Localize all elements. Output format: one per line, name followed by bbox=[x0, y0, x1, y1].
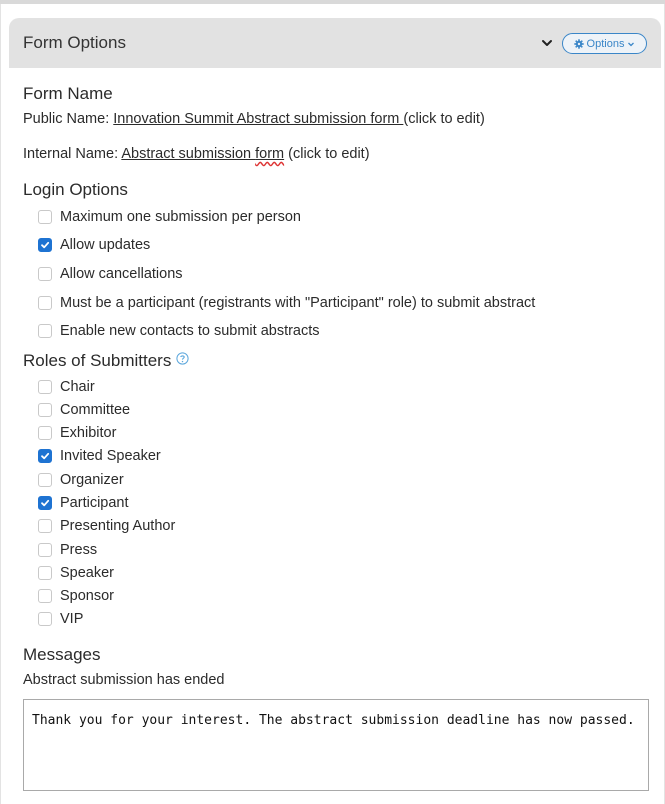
roles-heading-text: Roles of Submitters bbox=[23, 351, 172, 370]
role-label: Participant bbox=[60, 495, 129, 511]
chevron-down-icon[interactable] bbox=[540, 36, 554, 50]
login-option-max-one[interactable] bbox=[38, 208, 301, 226]
role-label: Sponsor bbox=[60, 588, 115, 604]
panel-title: Form Options bbox=[23, 33, 126, 52]
login-options-heading: Login Options bbox=[23, 180, 128, 199]
internal-name-row bbox=[23, 146, 370, 162]
role-invited-speaker[interactable] bbox=[38, 447, 161, 465]
role-presenting-author[interactable] bbox=[38, 517, 175, 535]
login-option-label: Enable new contacts to submit abstracts bbox=[60, 323, 320, 339]
role-label: Press bbox=[60, 542, 98, 558]
checkbox[interactable] bbox=[38, 403, 52, 417]
check-icon bbox=[40, 451, 50, 461]
role-exhibitor[interactable] bbox=[38, 424, 116, 442]
checkbox[interactable] bbox=[38, 380, 52, 394]
checkbox[interactable] bbox=[38, 324, 52, 338]
left-border bbox=[0, 4, 1, 804]
public-name-label: Public Name: bbox=[23, 111, 110, 127]
role-label: VIP bbox=[60, 611, 84, 627]
checkbox[interactable] bbox=[38, 543, 52, 557]
role-label: Invited Speaker bbox=[60, 448, 161, 464]
role-committee[interactable] bbox=[38, 401, 130, 419]
login-option-allow-updates[interactable] bbox=[38, 236, 150, 254]
caret-down-icon bbox=[627, 40, 635, 48]
internal-name-value[interactable] bbox=[121, 146, 284, 162]
internal-name-click-to-edit: (click to edit) bbox=[288, 146, 370, 162]
role-label: Exhibitor bbox=[60, 425, 117, 441]
checkbox-checked[interactable] bbox=[38, 449, 52, 463]
form-options-header[interactable] bbox=[9, 18, 661, 68]
checkbox[interactable] bbox=[38, 210, 52, 224]
login-option-label: Allow cancellations bbox=[60, 266, 183, 282]
login-option-label: Allow updates bbox=[60, 237, 151, 253]
public-name-value[interactable]: Innovation Summit Abstract submission form bbox=[113, 111, 404, 127]
checkbox[interactable] bbox=[38, 296, 52, 310]
login-option-allow-cancellations[interactable] bbox=[38, 265, 183, 283]
login-option-label: Maximum one submission per person bbox=[60, 209, 301, 225]
role-press[interactable] bbox=[38, 541, 97, 559]
role-sponsor[interactable] bbox=[38, 587, 114, 605]
checkbox[interactable] bbox=[38, 566, 52, 580]
internal-name-value-part1: Abstract submission bbox=[121, 146, 256, 162]
checkbox-checked[interactable] bbox=[38, 238, 52, 252]
checkbox-checked[interactable] bbox=[38, 496, 52, 510]
login-option-label: Must be a participant (registrants with "Participant" role) to submit abstract bbox=[60, 295, 536, 311]
public-name-row bbox=[23, 111, 485, 127]
checkbox[interactable] bbox=[38, 589, 52, 603]
check-icon bbox=[40, 498, 50, 508]
checkbox[interactable] bbox=[38, 612, 52, 626]
role-label: Committee bbox=[60, 402, 131, 418]
messages-heading: Messages bbox=[23, 645, 101, 664]
public-name-click-to-edit: (click to edit) bbox=[403, 111, 485, 127]
role-chair[interactable] bbox=[38, 378, 95, 396]
role-label: Presenting Author bbox=[60, 518, 176, 534]
question-circle-icon[interactable] bbox=[176, 350, 189, 370]
internal-name-value-part2: form bbox=[255, 146, 285, 162]
options-button[interactable] bbox=[562, 33, 647, 54]
top-border bbox=[0, 0, 665, 4]
internal-name-label: Internal Name: bbox=[23, 146, 119, 162]
gear-icon bbox=[574, 39, 584, 49]
role-participant[interactable] bbox=[38, 494, 129, 512]
checkbox[interactable] bbox=[38, 473, 52, 487]
role-label: Speaker bbox=[60, 565, 115, 581]
form-name-heading: Form Name bbox=[23, 84, 113, 103]
role-organizer[interactable] bbox=[38, 471, 124, 489]
login-option-must-be-participant[interactable] bbox=[38, 294, 535, 312]
role-vip[interactable] bbox=[38, 610, 83, 628]
roles-heading bbox=[23, 350, 189, 371]
role-label: Chair bbox=[60, 379, 95, 395]
checkbox[interactable] bbox=[38, 426, 52, 440]
checkbox[interactable] bbox=[38, 519, 52, 533]
submission-ended-label: Abstract submission has ended bbox=[23, 672, 225, 688]
role-speaker[interactable] bbox=[38, 564, 114, 582]
options-label: Options bbox=[586, 37, 625, 50]
login-option-enable-new-contacts[interactable] bbox=[38, 322, 320, 340]
check-icon bbox=[40, 240, 50, 250]
role-label: Organizer bbox=[60, 472, 124, 488]
submission-ended-textarea[interactable]: Thank you for your interest. The abstract submission deadline has now passed. bbox=[23, 699, 649, 791]
checkbox[interactable] bbox=[38, 267, 52, 281]
